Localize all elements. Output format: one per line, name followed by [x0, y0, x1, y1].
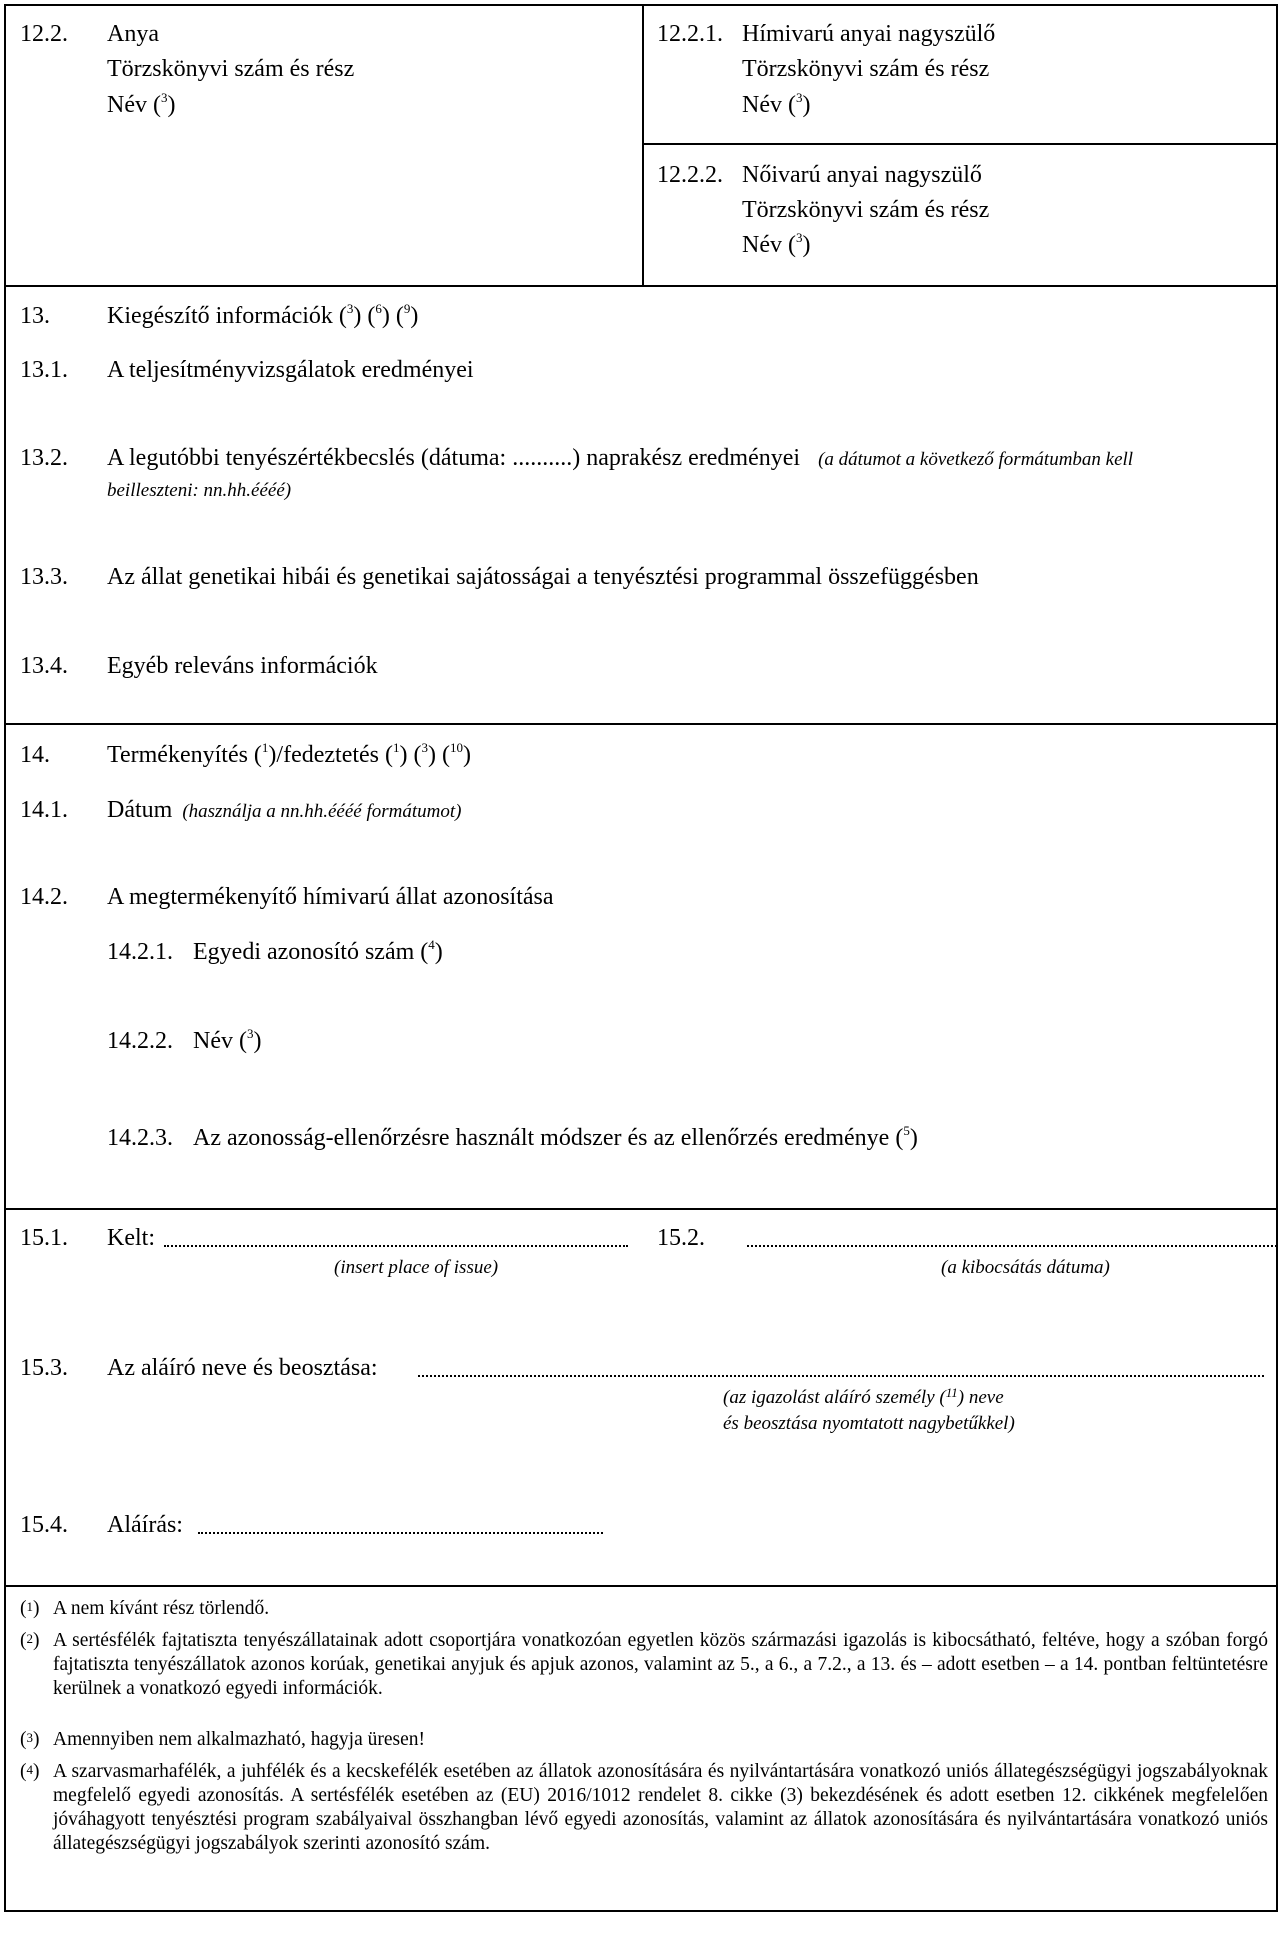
section-title: Termékenyítés ($^1$)/fedeztetés ($^1$) ($^3$) ($^{10}$): [107, 740, 471, 768]
footnote: ($^2$) A sertésfélék fajtatiszta tenyészállatainak adott csoportjára vonatkozóan egyetlen közös származási igazolás is kibocsátható, feltéve, hogy a szóban forgó fajtatiszta tenyészállatok azonos korúak, genetikai anyjuk és apjuk azonos, valamint az 5., a 6., a 7.2., a 13. és – adott esetben – a 14. pontban feltüntetésre kerülnek a vonatkozó egyedi információk.: [20, 1630, 1268, 1699]
signature-field[interactable]: [198, 1532, 603, 1534]
signatory-name-field[interactable]: [418, 1375, 1264, 1377]
footnote: ($^4$) A szarvasmarhafélék, a juhfélék és a kecskefélék esetében az állatok azonosítására és nyilvántartására vonatkozó uniós állategészségügyi jogszabályoknak megfelelő egyedi azonosítás. A sertésfélék esetében az (EU) 2016/1012 rendelet 8. cikke (3) bekezdésének és adott esetben 12. cikkének megfelelően jóváhagyott tenyésztési program szabályaival összhangban lévő egyedi azonosítás, valamint az állatok azonosítására és nyilvántartására vonatkozó uniós állategészségügyi jogszabályok szerinti azonosító szám.: [20, 1761, 1268, 1854]
field-label: Dátum (használja a nn.hh.éééé formátumot): [107, 797, 462, 823]
section-title: Hímivarú anyai nagyszülő: [742, 21, 996, 47]
section-number: 12.2.1.: [657, 21, 723, 47]
divider-footnotes: [4, 1585, 1278, 1587]
field-note: (insert place of issue): [334, 1257, 499, 1278]
section-number: 14.2.2.: [107, 1028, 173, 1054]
section-number: 14.2.: [20, 884, 68, 910]
section-number: 13.1.: [20, 357, 68, 383]
field-label: Törzskönyvi szám és rész: [742, 56, 990, 82]
field-label: Név ($^3$): [193, 1026, 262, 1054]
field-label: Kelt:: [107, 1225, 155, 1251]
field-note: és beosztása nyomtatott nagybetűkkel): [723, 1413, 1015, 1434]
section-number: 13.: [20, 303, 50, 329]
field-note: beilleszteni: nn.hh.éééé): [107, 480, 292, 501]
field-label: A legutóbbi tenyészértékbecslés (dátuma: ..........) naprakész eredményei (a dátumot a következő formátumban kell: [107, 445, 1134, 471]
section-number: 13.4.: [20, 653, 68, 679]
footnote: ($^3$) Amennyiben nem alkalmazható, hagyja üresen!: [20, 1729, 425, 1750]
section-number: 13.2.: [20, 445, 68, 471]
divider-section-14: [4, 723, 1278, 725]
section-number: 12.2.: [20, 21, 68, 47]
field-label: Törzskönyvi szám és rész: [107, 56, 355, 82]
divider-section-13: [4, 285, 1278, 287]
field-label: A megtermékenyítő hímivarú állat azonosítása: [107, 884, 554, 910]
section-number: 15.1.: [20, 1225, 68, 1251]
field-label: Név ($^3$): [742, 230, 811, 258]
field-label: Az állat genetikai hibái és genetikai sajátosságai a tenyésztési programmal összefüggésben: [107, 564, 979, 590]
section-number: 14.: [20, 742, 50, 768]
place-of-issue-field[interactable]: [164, 1245, 628, 1247]
field-note: (az igazolást aláíró személy ($^{11}$) neve: [723, 1385, 1004, 1408]
field-label: Név ($^3$): [742, 90, 811, 118]
field-label: Egyedi azonosító szám ($^4$): [193, 937, 443, 965]
section-number: 15.3.: [20, 1355, 68, 1381]
section-number: 15.4.: [20, 1512, 68, 1538]
field-label: A teljesítményvizsgálatok eredményei: [107, 357, 474, 383]
section-number: 14.1.: [20, 797, 68, 823]
divider-12-2-1: [643, 143, 1278, 145]
section-number: 14.2.3.: [107, 1125, 173, 1151]
section-number: 13.3.: [20, 564, 68, 590]
field-label: Az aláíró neve és beosztása:: [107, 1355, 378, 1381]
field-label: Egyéb releváns információk: [107, 653, 378, 679]
section-number: 12.2.2.: [657, 162, 723, 188]
field-label: Törzskönyvi szám és rész: [742, 197, 990, 223]
field-label: Az azonosság-ellenőrzésre használt módszer és az ellenőrzés eredménye ($^5$): [193, 1123, 918, 1151]
date-of-issue-field[interactable]: [747, 1245, 1277, 1247]
column-divider: [642, 4, 644, 286]
section-title: Nőivarú anyai nagyszülő: [742, 162, 982, 188]
field-label: Aláírás:: [107, 1512, 183, 1538]
section-title: Kiegészítő információk ($^3$) ($^6$) ($^9$): [107, 301, 419, 329]
divider-section-15: [4, 1208, 1278, 1210]
section-number: 14.2.1.: [107, 939, 173, 965]
field-label: Név ($^3$): [107, 90, 176, 118]
section-title: Anya: [107, 21, 159, 47]
field-note: (a kibocsátás dátuma): [941, 1257, 1110, 1278]
section-number: 15.2.: [657, 1225, 705, 1251]
footnote: ($^1$) A nem kívánt rész törlendő.: [20, 1598, 270, 1619]
